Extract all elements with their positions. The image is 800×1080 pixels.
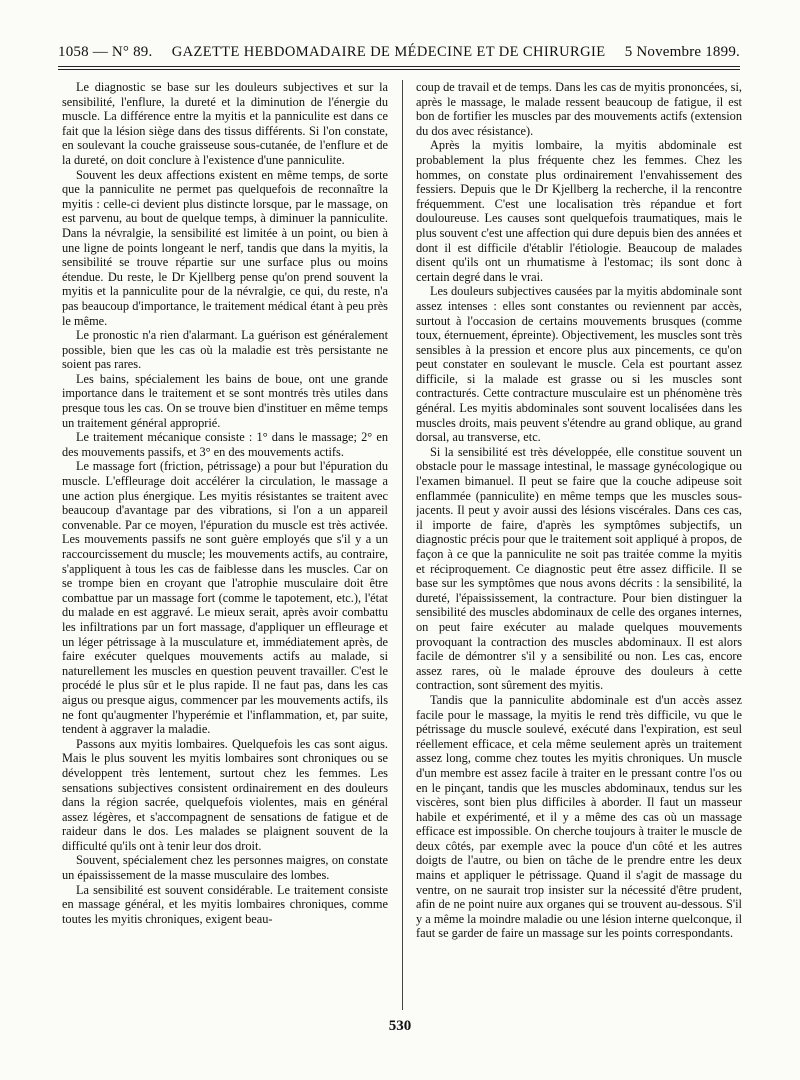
paragraph: Si la sensibilité est très développée, elle constitue souvent un obstacle pour le massage intestinal, le massage gynécologique ou l'examen bimanuel. Il peut se faire que la couche adipeuse soit enflammée (panniculite) en même temps que les muscles sous-jacents. Il peut y avoir aussi des lésions viscérales. Dans ces cas, il importe de faire, d'après les symptômes subjectifs, un diagnostic précis pour que le traitement soit appliqué à propos, de façon à ce que la panniculite ne soit pas traitée comme la myitis et réciproquement. Ce diagnostic peut être assez difficile. Il se base sur les symptômes que nous avons décrits : la sensibilité, la dureté, l'épaississement, la contracture. Pour bien distinguer la sensibilité des muscles abdominaux de celle des organes internes, on peut faire exécuter au malade quelques mouvements provoquant la contraction des muscles abdominaux. Il est alors facile de démontrer s'il y a sensibilité ou non. Les cas, encore assez rares, où le malade éprouve des douleurs à cette contraction, sont sûrement des myitis. bbox=[416, 444, 742, 693]
issue-date: 5 Novembre 1899. bbox=[624, 44, 740, 60]
paragraph: Souvent, spécialement chez les personnes maigres, on constate un épaississement de la masse musculaire des lombes. bbox=[62, 853, 388, 883]
paragraph: Le pronostic n'a rien d'alarmant. La guérison est généralement possible, bien que les cas où la maladie est très persistante ne soient pas rares. bbox=[62, 328, 388, 372]
paragraph: Le diagnostic se base sur les douleurs subjectives et sur la sensibilité, l'enflure, la dureté et la diminution de l'énergie du muscle. La différence entre la myitis et la panniculite est dans ce fait que la lésion siège dans des tissus différents. Si l'on constate, en soulevant la couche graisseuse sous-cutanée, de l'enflure et de la dureté, on doit conclure à l'existence d'une panniculite. bbox=[62, 80, 388, 167]
column-divider bbox=[402, 80, 403, 1010]
page-folio: 530 bbox=[388, 1018, 412, 1034]
left-column bbox=[62, 80, 388, 1010]
paragraph: Tandis que la panniculite abdominale est d'un accès assez facile pour le massage, la myitis le rend très difficile, vu que le pétrissage du muscle soulevé, exécuté dans l'expiration, est seul réellement efficace, et cela même seulement après un traitement assez long, comme chez toutes les myitis chroniques. Un muscle d'un membre est assez facile à traiter en le pressant contre l'os ou en le pinçant, tandis que les muscles abdominaux, tendus sur les viscères, sont bien plus difficiles à aborder. Il faut un masseur habile et expérimenté, et il y a même des cas où un massage efficace est impossible. On cherche toujours à traiter le muscle de deux côtés, par exemple avec la pouce d'un côté et les autres doigts de l'autre, ou bien on tâche de le prendre entre les deux mains et appliquer le pétrissage. Quand il s'agit de massage du ventre, on ne saurait trop insister sur la nécessité d'être prudent, afin de ne point nuire aux organes qui se trouvent au-dessous. S'il y a même la moindre maladie ou une lésion interne quelconque, il faut se garder de faire un massage sur les points correspondants. bbox=[416, 692, 742, 941]
right-column bbox=[416, 80, 742, 1010]
running-header bbox=[58, 44, 740, 61]
paragraph: coup de travail et de temps. Dans les cas de myitis prononcées, si, après le massage, le malade ressent beaucoup de fatigue, il est bon de fortifier les muscles par des mouvements actifs (extension du dos avec résistance). bbox=[416, 80, 742, 138]
paragraph: Les bains, spécialement les bains de boue, ont une grande importance dans le traitement et se sont montrés très utiles dans presque tous les cas. On se trouve bien d'instituer en même temps un traitement général approprié. bbox=[62, 371, 388, 430]
paragraph: La sensibilité est souvent considérable. Le traitement consiste en massage général, et les myitis lombaires chroniques, comme toutes les myitis chroniques, exigent beau- bbox=[62, 882, 388, 926]
paragraph: Souvent les deux affections existent en même temps, de sorte que la panniculite ne permet pas quelquefois de reconnaître la myitis : celle-ci devient plus distincte lorsque, par le massage, on est parvenu, au bout de quelque temps, à diminuer la panniculite. Dans la névralgie, la sensibilité est limitée à un point, ou bien à une ligne de points longeant le nerf, tandis que dans la myitis, la sensibilité se trouve répartie sur une surface plus ou moins étendue. Du reste, le Dr Kjellberg pense qu'on prend souvent la myitis et la panniculite pour de la névralgie, ce qui, du reste, n'a pas beaucoup d'importance, le traitement médical étant à peu près le même. bbox=[62, 167, 388, 328]
paragraph: Les douleurs subjectives causées par la myitis abdominale sont assez intenses : elles sont constantes ou reviennent par accès, surtout à l'occasion de certains mouvements brusques (comme toux, éternuement, épreinte). Objectivement, les muscles sont très sensibles à la pression et encore plus aux pincements, ce qu'on peut constater en soulevant le muscle. Cela est pourtant assez difficile, si la malade est grasse ou si les muscles sont contracturés. Cette contracture musculaire est un phénomène très général. Les myitis abdominales sont souvent localisées dans les muscles droits, mais peuvent s'étendre au grand oblique, au grand dorsal, au transverse, etc. bbox=[416, 284, 742, 445]
paragraph: Après la myitis lombaire, la myitis abdominale est probablement la plus fréquente chez les femmes. Chez les hommes, on constate plus ordinairement l'envahissement des fessiers. Depuis que le Dr Kjellberg la recherche, il la rencontre fréquemment. C'est une localisation très répandue et fort douloureuse. Les causes sont quelquefois traumatiques, mais le plus souvent c'est une affection qui dure depuis bien des années et dont il est difficile d'établir l'étiologie. Beaucoup de malades disent qu'ils ont un rhumatisme à l'estomac; ils sont donc à certain degré dans le vrai. bbox=[416, 138, 742, 284]
page-number-issue: 1058 — N° 89. bbox=[58, 44, 153, 60]
paragraph: Passons aux myitis lombaires. Quelquefois les cas sont aigus. Mais le plus souvent les myitis lombaires sont chroniques ou se développent très lentement, surtout chez les femmes. Les sensations subjectives consistent ordinairement en des douleurs dans la région sacrée, quelquefois violentes, mais en général assez légères, et s'accompagnent de sensations de fatigue et de raideur dans le dos. Les malades se plaignent souvent de la difficulté qu'ils ont à tenir leur dos droit. bbox=[62, 736, 388, 853]
paragraph: Le massage fort (friction, pétrissage) a pour but l'épuration du muscle. L'effleurage doit accélérer la circulation, le massage a une action plus énergique. Les myitis résistantes se traitent avec beaucoup d'avantage par des vibrations, si l'on a un appareil convenable. Par ce moyen, l'épuration du muscle est très activée. Les mouvements passifs ne sont guère employés que s'il y a un raccourcissement du muscle; les mouvements actifs, au contraire, s'appliquent à tous les cas de faiblesse dans les muscles. Car on se trompe bien en croyant que l'atrophie musculaire doit être combattue par un massage fort (comme le tapotement, etc.), l'état du malade en est aggravé. Le mieux serait, après avoir combattu les infiltrations par un fort massage, d'appliquer un effleurage et un léger pétrissage à la musculature et, immédiatement après, de faire exécuter quelques mouvements actifs au malade, si naturellement les muscles en question peuvent travailler. C'est le procédé le plus sûr et le plus rapide. Il ne faut pas, dans les cas aigus ou presque aigus, commencer par les mouvements actifs, ils ne font qu'augmenter l'hyperémie et l'inflammation, et, par suite, tendent à aggraver la maladie. bbox=[62, 459, 388, 737]
header-rule bbox=[58, 66, 740, 70]
journal-title: GAZETTE HEBDOMADAIRE DE MÉDECINE ET DE CHIRURGIE bbox=[171, 44, 606, 60]
paragraph: Le traitement mécanique consiste : 1° dans le massage; 2° en des mouvements passifs, et 3° en des mouvements actifs. bbox=[62, 430, 388, 459]
